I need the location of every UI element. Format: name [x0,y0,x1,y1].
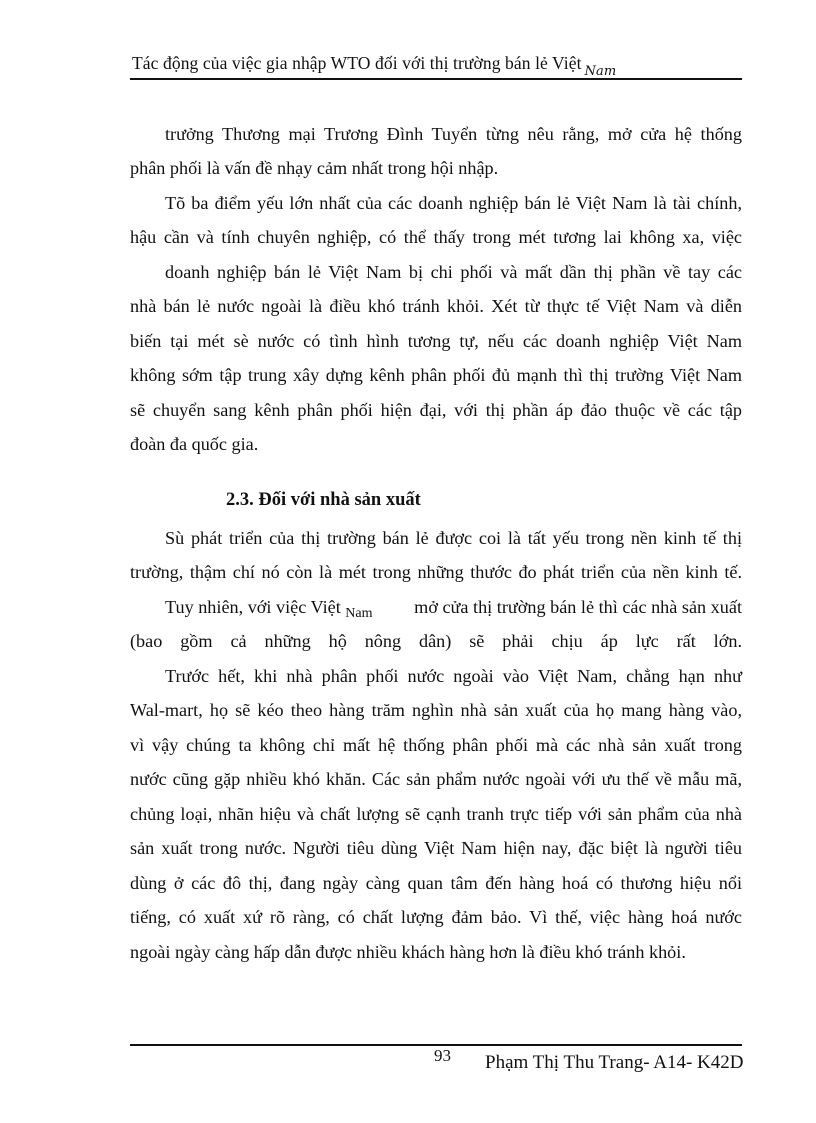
small-word: Nam [345,606,373,621]
running-header [130,50,742,80]
body-line: chủng loại, nhãn hiệu và chất lượng sẽ cạnh tranh trực tiếp với sản phẩm của nhà [130,804,742,824]
body-line: nhà bán lẻ nước ngoài là điều khó tránh khỏi. Xét từ thực tế Việt Nam và diễn [130,296,742,316]
body-line: đoàn đa quốc gia. [130,434,259,454]
body-line: biến tại mét sè nước có tình hình tương tự, nếu các doanh nghiệp Việt Nam [130,331,742,351]
section-heading: 2.3. Đối với nhà sản xuất [226,490,421,510]
body-line: Trước hết, khi nhà phân phối nước ngoài vào Việt Nam, chẳng hạn như [165,666,742,686]
body-line: phân phối là vấn đề nhạy cảm nhất trong hội nhập. [130,158,499,178]
page-number: 93 [434,1046,451,1065]
header-title-wrap [132,53,617,79]
body-line: không sớm tập trung xây dựng kênh phân phối đủ mạnh thì thị trường Việt Nam [130,365,742,385]
body-line: doanh nghiệp bán lẻ Việt Nam bị chi phối và mất dần thị phần về tay các [165,262,742,282]
body-line: sản xuất trong nước. Người tiêu dùng Việt Nam hiện nay, đặc biệt là người tiêu [130,838,742,858]
body-line: dùng ở các đô thị, đang ngày càng quan tâm đến hàng hoá có thương hiệu nổi [130,873,742,893]
body-text-part: Tuy nhiên, với việc Việt $_{Nam}$ [165,597,373,621]
body-text-part: mở cửa thị trường bán lẻ thì các nhà sản xuất [414,597,742,617]
body-line: Wal-mart, họ sẽ kéo theo hàng trăm nghìn nhà sản xuất của họ mang hàng vào, [130,700,742,720]
body-line: (bao gồm cả những hộ nông dân) sẽ phải chịu áp lực rất lớn. [130,631,742,651]
body-line: trường, thậm chí nó còn là mét trong những thước đo phát triển của nền kinh tế. [130,562,742,582]
body-line: vì vậy chúng ta không chỉ mất hệ thống phân phối mà các nhà sản xuất trong [130,735,742,755]
body-line: sẽ chuyển sang kênh phân phối hiện đại, với thị phần áp đảo thuộc về các tập [130,400,742,420]
body-line: trưởng Thương mại Trương Đình Tuyển từng nêu rằng, mở cửa hệ thống [165,124,742,144]
body-line-mixed [165,596,742,621]
body-line: ngoài ngày càng hấp dẫn được nhiều khách hàng hơn là điều khó tránh khỏi. [130,942,686,962]
body-line: nước cũng gặp nhiều khó khăn. Các sản phẩm nước ngoài với ưu thế về mẫu mã, [130,769,742,789]
body-line: tiếng, có xuất xứ rõ ràng, có chất lượng đảm bảo. Vì thế, việc hàng hoá nước [130,907,742,927]
body-line: hậu cần và tính chuyên nghiệp, có thể thấy trong mét tương lai không xa, việc [130,227,742,247]
footer-author: Phạm Thị Thu Trang- A14- K42D [485,1052,744,1073]
body-line: Sù phát triển của thị trường bán lẻ được coi là tất yếu trong nền kinh tế thị [165,528,742,548]
header-title-script: Nam [584,64,617,79]
body-line: Tõ ba điểm yếu lớn nhất của các doanh nghiệp bán lẻ Việt Nam là tài chính, [165,193,742,213]
header-title: Tác động của việc gia nhập WTO đối với thị trường bán lẻ Việt [132,53,582,73]
